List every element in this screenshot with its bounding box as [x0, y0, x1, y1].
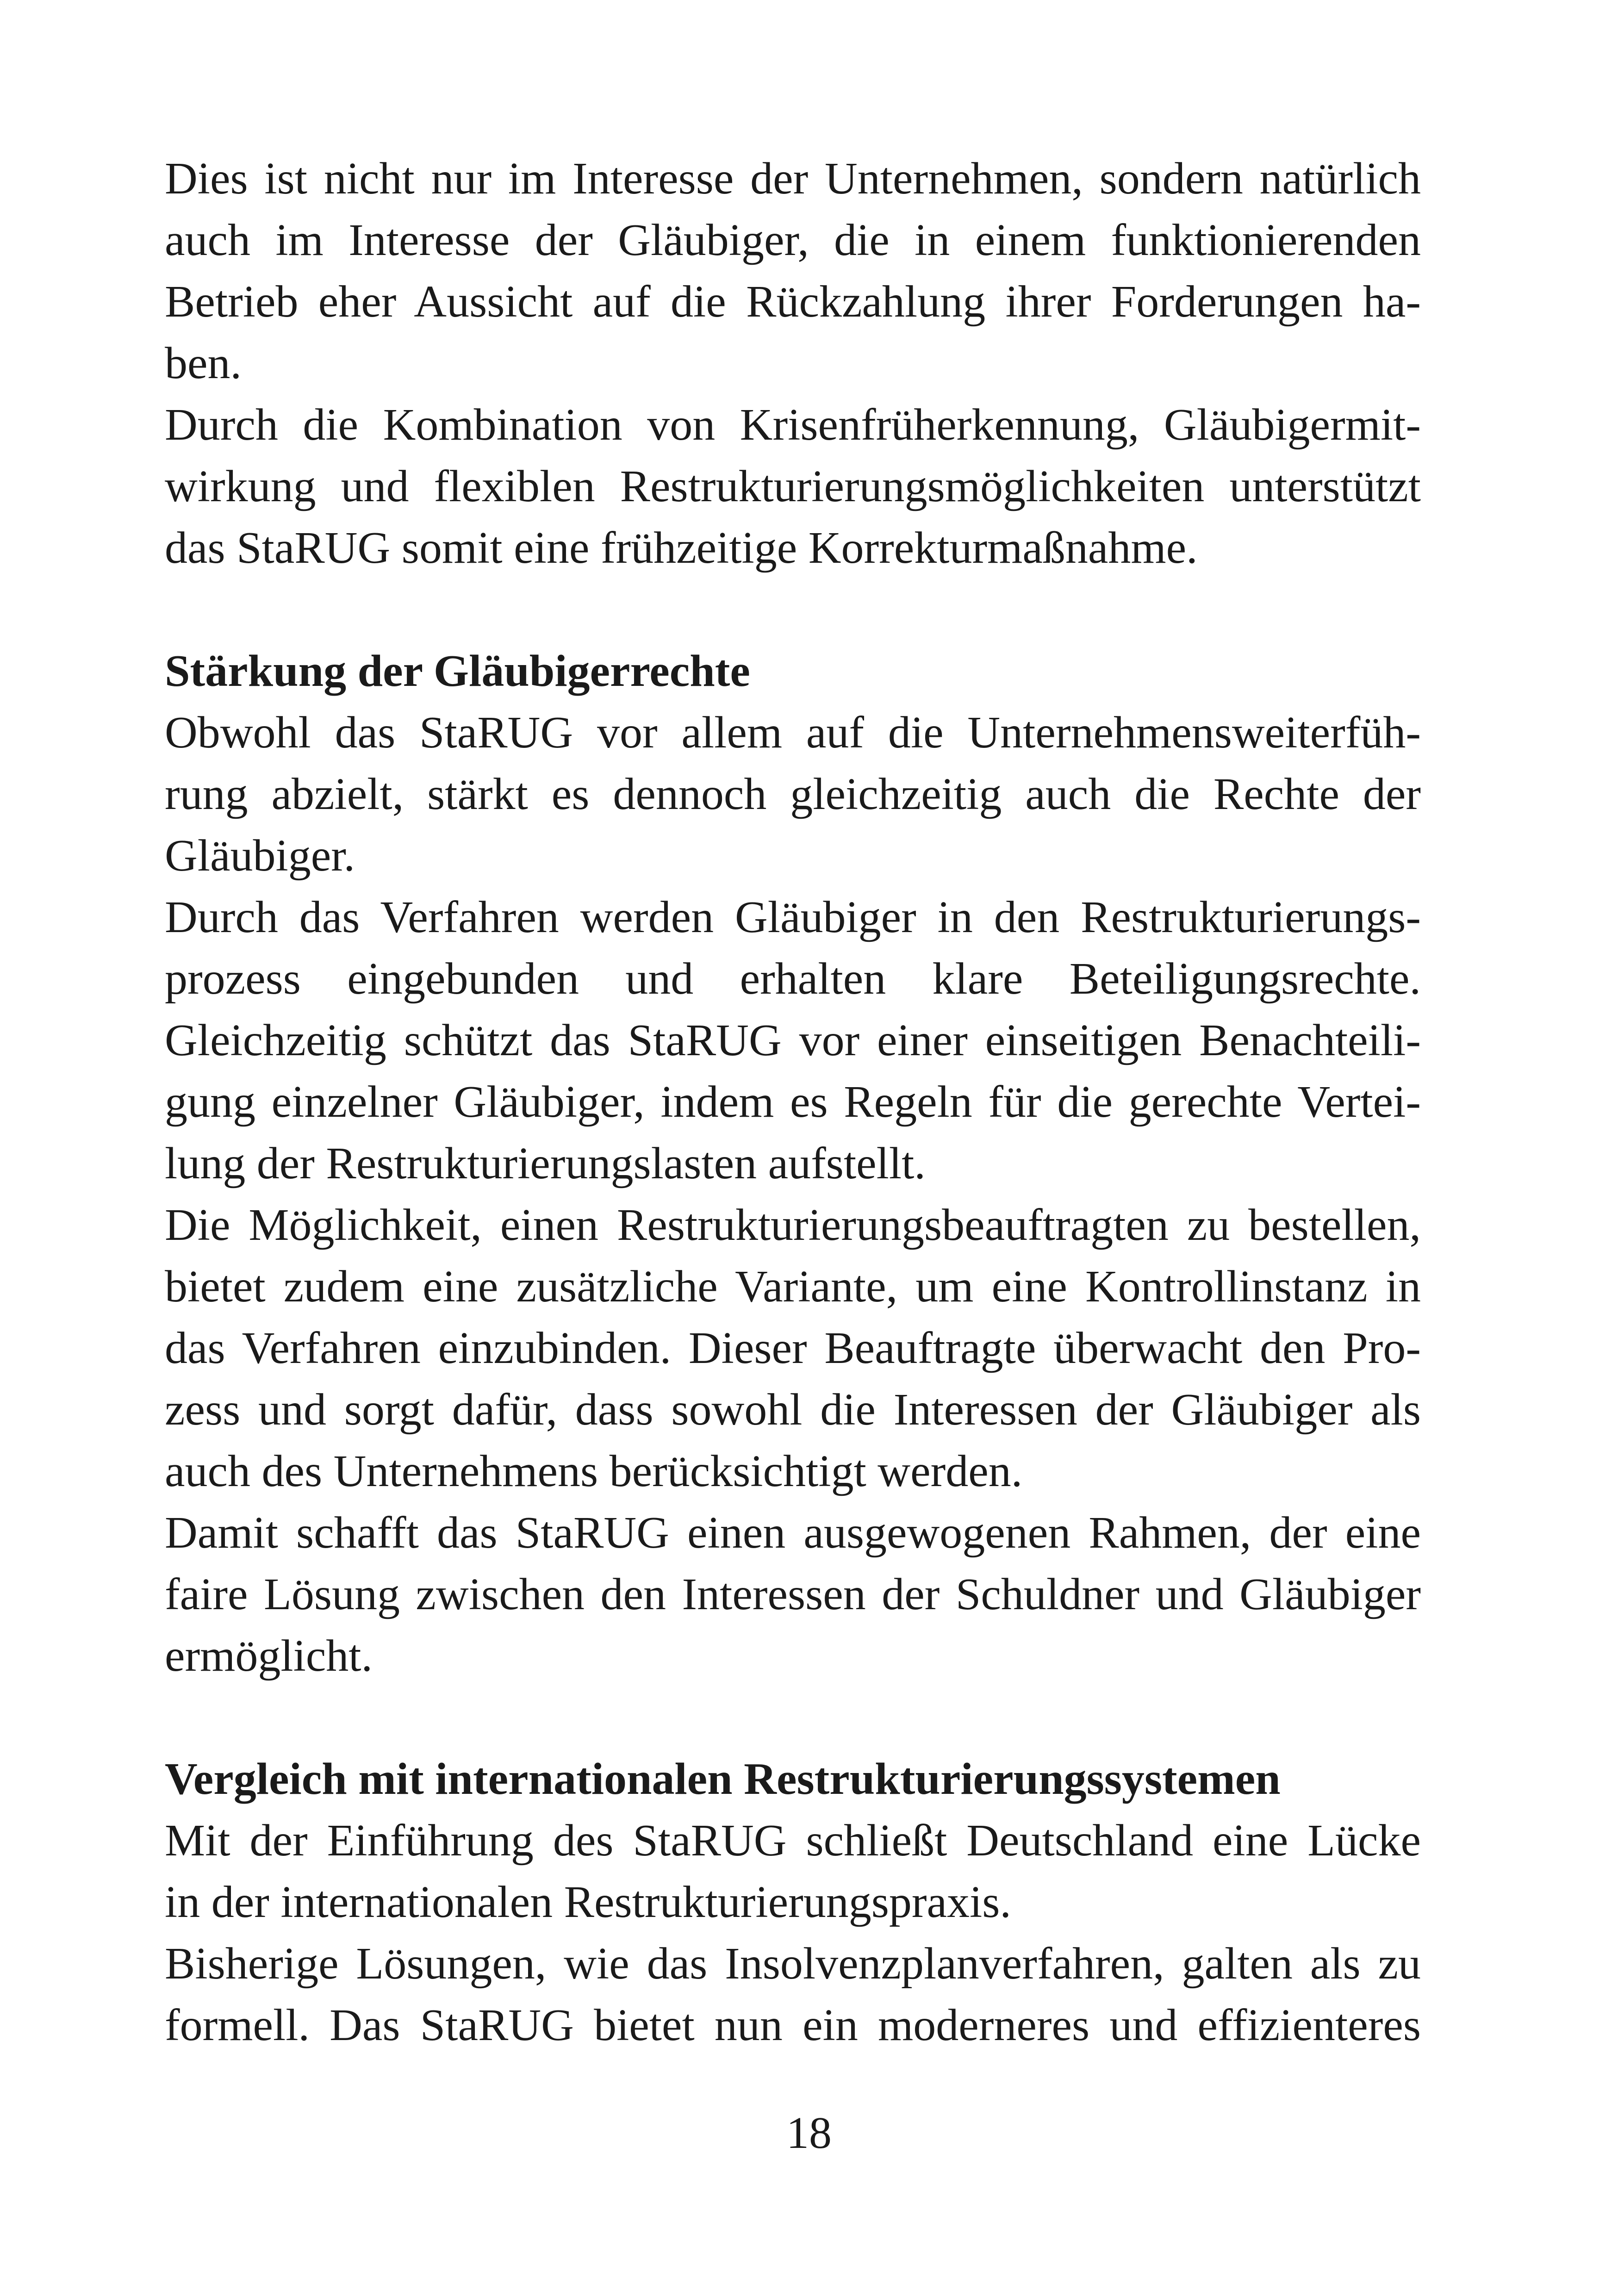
text-line: prozess eingebunden und erhalten klare Beteiligungsrechte.: [165, 954, 1421, 1004]
text-line: Bisherige Lösungen, wie das Insolvenzplanverfahren, galten als zu: [165, 1939, 1421, 1989]
text-line: Damit schafft das StaRUG einen ausgewogenen Rahmen, der eine: [165, 1508, 1421, 1558]
text-line: faire Lösung zwischen den Interessen der Schuldner und Gläubiger: [165, 1569, 1421, 1619]
section-heading-vergleich: Vergleich mit internationalen Restrukturierungssystemen: [165, 1754, 1281, 1804]
text-line: Dies ist nicht nur im Interesse der Unternehmen, sondern natürlich: [165, 154, 1421, 204]
paragraph-bisherige-loesungen: [165, 1933, 1421, 2056]
text-line: formell. Das StaRUG bietet nun ein moderneres und effizienteres: [165, 2000, 1421, 2050]
text-line: Durch das Verfahren werden Gläubiger in den Restrukturierungs-: [165, 892, 1421, 942]
page-number: 18: [786, 2108, 832, 2158]
text-line: gung einzelner Gläubiger, indem es Regeln für die gerechte Vertei-: [165, 1077, 1421, 1127]
text-line: rung abzielt, stärkt es dennoch gleichzeitig auch die Rechte der: [165, 769, 1421, 819]
paragraph-rahmen: [165, 1502, 1421, 1687]
text-line: auch im Interesse der Gläubiger, die in einem funktionierenden: [165, 215, 1421, 265]
text-line: das StaRUG somit eine frühzeitige Korrekturmaßnahme.: [165, 523, 1198, 573]
text-line: auch des Unternehmens berücksichtigt werden.: [165, 1446, 1023, 1496]
section-spacer: [165, 579, 1421, 641]
text-line: das Verfahren einzubinden. Dieser Beauftragte überwacht den Pro-: [165, 1323, 1421, 1373]
text-line: Die Möglichkeit, einen Restrukturierungsbeauftragten zu bestellen,: [165, 1200, 1421, 1250]
text-line: Betrieb eher Aussicht auf die Rückzahlung ihrer Forderungen ha-: [165, 277, 1421, 327]
section-spacer: [165, 1687, 1421, 1748]
text-line: Durch die Kombination von Krisenfrüherkennung, Gläubigermit-: [165, 400, 1421, 450]
text-line: bietet zudem eine zusätzliche Variante, um eine Kontrollinstanz in: [165, 1262, 1421, 1312]
text-line: lung der Restrukturierungslasten aufstellt.: [165, 1139, 926, 1188]
paragraph-obwohl: [165, 702, 1421, 887]
paragraph-einfuehrung: [165, 1810, 1421, 1933]
text-line: wirkung und flexiblen Restrukturierungsmöglichkeiten unterstützt: [165, 461, 1421, 511]
text-line: Mit der Einführung des StaRUG schließt Deutschland eine Lücke: [165, 1816, 1421, 1866]
text-line: Gleichzeitig schützt das StaRUG vor einer einseitigen Benachteili-: [165, 1015, 1421, 1065]
text-line: Obwohl das StaRUG vor allem auf die Unternehmensweiterfüh-: [165, 708, 1421, 758]
section-heading-glaeubigerrechte: Stärkung der Gläubigerrechte: [165, 646, 750, 696]
text-line: zess und sorgt dafür, dass sowohl die Interessen der Gläubiger als: [165, 1385, 1421, 1435]
text-line: Gläubiger.: [165, 831, 355, 881]
paragraph-interesse-glaeubiger: [165, 148, 1421, 394]
text-line: ermöglicht.: [165, 1631, 373, 1681]
paragraph-verfahren: [165, 887, 1421, 1195]
paragraph-restrukturierungsbeauftragter: [165, 1195, 1421, 1502]
text-line: in der internationalen Restrukturierungspraxis.: [165, 1877, 1011, 1927]
text-line: ben.: [165, 338, 242, 388]
page-body: [165, 148, 1421, 2056]
paragraph-kombination: [165, 394, 1421, 579]
